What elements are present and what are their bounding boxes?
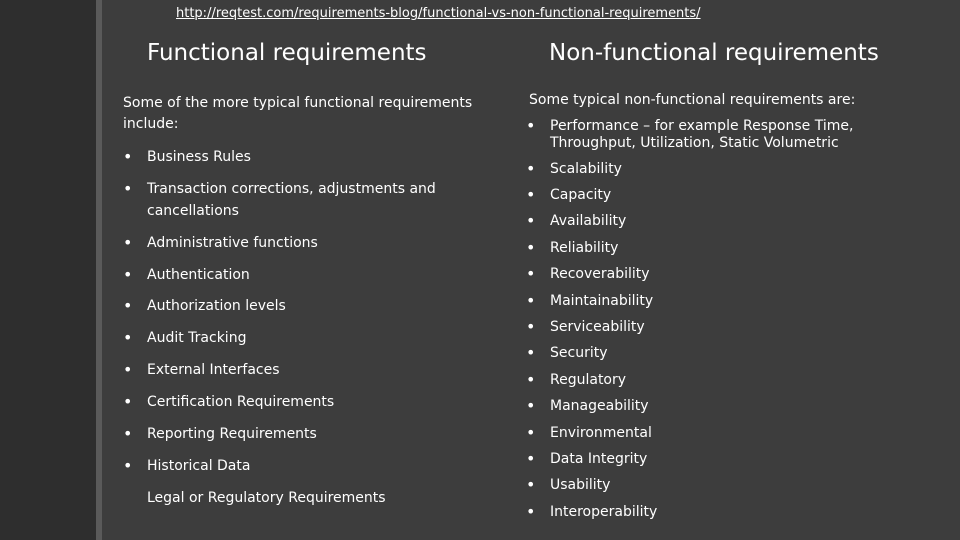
left-accent-bar (0, 0, 102, 540)
bullet-icon: • (123, 179, 133, 198)
bullet-icon: • (526, 116, 536, 135)
bullet-icon: • (123, 147, 133, 166)
bullet-icon: • (123, 360, 133, 379)
bullet-icon: • (526, 291, 536, 310)
bullet-icon: • (123, 328, 133, 347)
bullet-icon: • (526, 423, 536, 442)
bullet-icon: • (123, 392, 133, 411)
bullet-icon: • (123, 265, 133, 284)
functional-intro: Some of the more typical functional requirements include: (123, 95, 473, 132)
non-functional-title: Non-functional requirements (549, 40, 879, 66)
bullet-icon: • (526, 211, 536, 230)
bullet-icon: • (526, 185, 536, 204)
non-functional-intro: Some typical non-functional requirements are: (529, 92, 856, 108)
bullet-icon: • (526, 396, 536, 415)
bullet-icon: • (526, 264, 536, 283)
functional-title: Functional requirements (147, 40, 427, 66)
bullet-icon: • (123, 456, 133, 475)
bullet-icon: • (526, 317, 536, 336)
bullet-icon: • (526, 502, 536, 521)
bullet-icon: • (526, 370, 536, 389)
bullet-icon: • (526, 449, 536, 468)
bullet-icon: • (123, 233, 133, 252)
bullet-icon: • (526, 159, 536, 178)
source-link[interactable]: http://reqtest.com/requirements-blog/functional-vs-non-functional-requirements/ (176, 6, 701, 21)
bullet-icon: • (526, 475, 536, 494)
bullet-icon: • (123, 424, 133, 443)
bullet-icon: • (526, 238, 536, 257)
bullet-icon: • (526, 343, 536, 362)
left-accent-stripe (96, 0, 102, 540)
bullet-icon: • (123, 296, 133, 315)
